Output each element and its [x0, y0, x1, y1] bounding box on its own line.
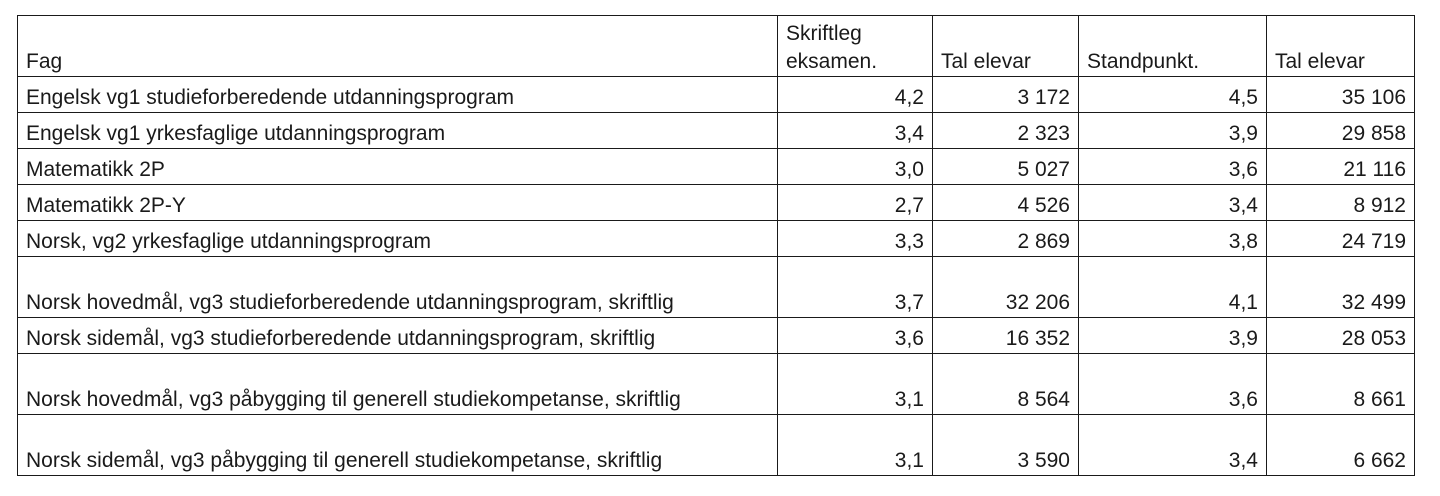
cell-tal-elevar-1: 8 564 [933, 354, 1079, 415]
cell-tal-elevar-2: 8 912 [1267, 185, 1415, 221]
table-row [18, 221, 1415, 257]
table-row [18, 415, 1415, 476]
cell-eksamen: 2,7 [778, 185, 933, 221]
cell-fag: Engelsk vg1 yrkesfaglige utdanningsprogram [18, 113, 778, 149]
cell-eksamen: 3,4 [778, 113, 933, 149]
header-tal-elevar-1: Tal elevar [933, 16, 1079, 77]
cell-fag: Norsk hovedmål, vg3 studieforberedende utdanningsprogram, skriftlig [18, 257, 778, 318]
cell-eksamen: 3,1 [778, 415, 933, 476]
cell-standpunkt: 3,4 [1079, 185, 1267, 221]
cell-standpunkt: 3,8 [1079, 221, 1267, 257]
header-skriftleg-eksamen: Skriftleg eksamen. [778, 16, 933, 77]
cell-tal-elevar-2: 21 116 [1267, 149, 1415, 185]
cell-tal-elevar-2: 29 858 [1267, 113, 1415, 149]
cell-tal-elevar-2: 28 053 [1267, 318, 1415, 354]
header-tal-elevar-2: Tal elevar [1267, 16, 1415, 77]
cell-standpunkt: 3,6 [1079, 354, 1267, 415]
cell-standpunkt: 3,9 [1079, 318, 1267, 354]
cell-tal-elevar-2: 35 106 [1267, 77, 1415, 113]
cell-standpunkt: 3,4 [1079, 415, 1267, 476]
header-fag: Fag [18, 16, 778, 77]
cell-eksamen: 3,0 [778, 149, 933, 185]
cell-tal-elevar-1: 2 869 [933, 221, 1079, 257]
table-row [18, 318, 1415, 354]
table-header-row [18, 16, 1415, 77]
table-row [18, 113, 1415, 149]
cell-standpunkt: 4,1 [1079, 257, 1267, 318]
cell-fag: Norsk sidemål, vg3 studieforberedende utdanningsprogram, skriftlig [18, 318, 778, 354]
cell-fag: Matematikk 2P [18, 149, 778, 185]
cell-tal-elevar-2: 32 499 [1267, 257, 1415, 318]
cell-fag: Engelsk vg1 studieforberedende utdanningsprogram [18, 77, 778, 113]
cell-tal-elevar-1: 5 027 [933, 149, 1079, 185]
cell-tal-elevar-1: 3 590 [933, 415, 1079, 476]
table-row [18, 257, 1415, 318]
table-row [18, 185, 1415, 221]
header-standpunkt: Standpunkt. [1079, 16, 1267, 77]
cell-eksamen: 3,3 [778, 221, 933, 257]
cell-tal-elevar-1: 2 323 [933, 113, 1079, 149]
results-table [17, 15, 1415, 476]
cell-tal-elevar-1: 32 206 [933, 257, 1079, 318]
table-row [18, 77, 1415, 113]
cell-eksamen: 3,7 [778, 257, 933, 318]
cell-fag: Norsk, vg2 yrkesfaglige utdanningsprogram [18, 221, 778, 257]
table-row [18, 354, 1415, 415]
cell-eksamen: 4,2 [778, 77, 933, 113]
cell-tal-elevar-1: 4 526 [933, 185, 1079, 221]
cell-tal-elevar-2: 6 662 [1267, 415, 1415, 476]
table-row [18, 149, 1415, 185]
cell-standpunkt: 4,5 [1079, 77, 1267, 113]
cell-fag: Matematikk 2P-Y [18, 185, 778, 221]
cell-fag: Norsk hovedmål, vg3 påbygging til generell studiekompetanse, skriftlig [18, 354, 778, 415]
cell-tal-elevar-1: 3 172 [933, 77, 1079, 113]
cell-eksamen: 3,6 [778, 318, 933, 354]
cell-standpunkt: 3,9 [1079, 113, 1267, 149]
cell-eksamen: 3,1 [778, 354, 933, 415]
cell-tal-elevar-2: 24 719 [1267, 221, 1415, 257]
cell-tal-elevar-2: 8 661 [1267, 354, 1415, 415]
cell-standpunkt: 3,6 [1079, 149, 1267, 185]
cell-tal-elevar-1: 16 352 [933, 318, 1079, 354]
cell-fag: Norsk sidemål, vg3 påbygging til generell studiekompetanse, skriftlig [18, 415, 778, 476]
